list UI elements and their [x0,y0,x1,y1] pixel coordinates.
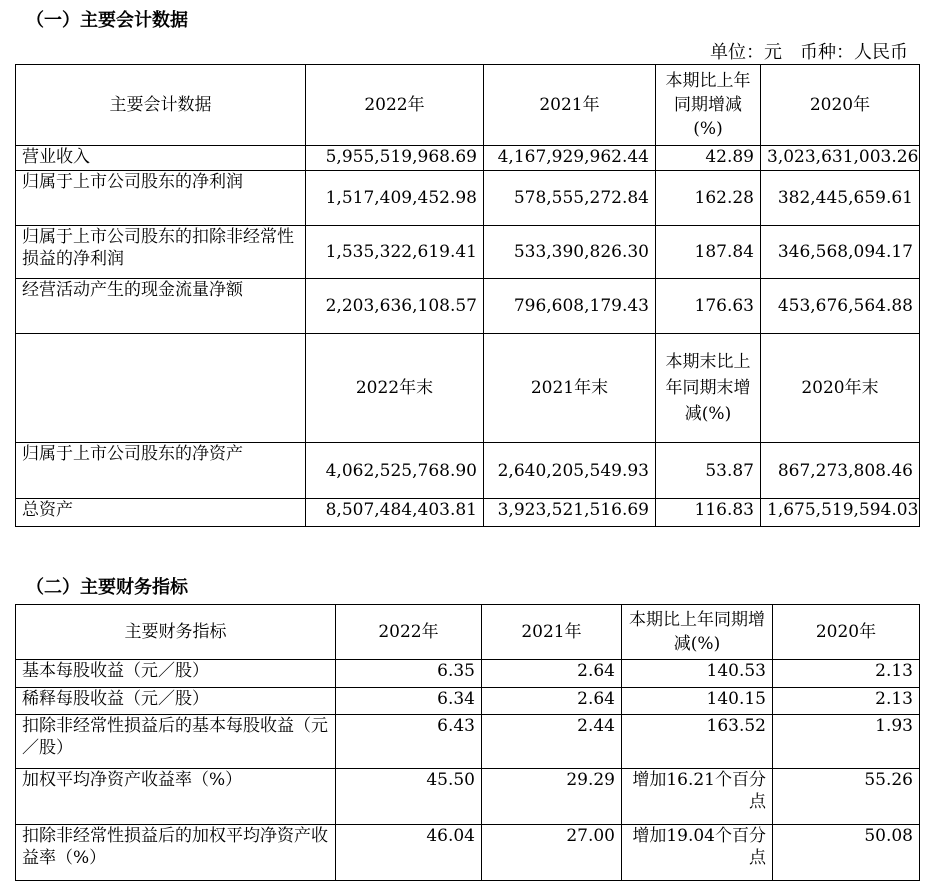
value-2020: 55.26 [773,769,920,825]
header-2020: 2020年 [761,65,920,146]
header-2021: 2021年 [484,65,656,146]
value-2022: 46.04 [336,825,482,881]
value-change: 187.84 [656,226,761,279]
value-2021: 2.64 [482,660,622,688]
unit-currency-note: 单位：元 币种：人民币 [710,42,908,63]
value-change: 增加16.21个百分点 [622,769,773,825]
value-change: 140.53 [622,660,773,688]
value-change: 163.52 [622,715,773,769]
table-header-row [16,65,920,146]
subheader-2022: 2022年末 [306,334,484,443]
value-2021: 27.00 [482,825,622,881]
table-row [16,171,920,226]
value-2021: 3,923,521,516.69 [484,499,656,527]
value-2020: 867,273,808.46 [761,443,920,499]
value-2020: 1.93 [773,715,920,769]
value-change: 增加19.04个百分点 [622,825,773,881]
table-row [16,688,920,715]
subheader-2021: 2021年末 [484,334,656,443]
header-change: 本期比上年同期增减(%) [656,65,761,146]
header-label: 主要会计数据 [16,65,306,146]
header-2022: 2022年 [336,605,482,660]
value-change: 162.28 [656,171,761,226]
table-header-row [16,605,920,660]
header-change: 本期比上年同期增减(%) [622,605,773,660]
table-row [16,499,920,527]
section-title-accounting-data: （一）主要会计数据 [26,10,188,31]
row-label: 稀释每股收益（元／股） [16,688,336,715]
row-label: 归属于上市公司股东的扣除非经常性损益的净利润 [16,226,306,279]
row-label: 营业收入 [16,146,306,171]
table-row [16,825,920,881]
value-2021: 4,167,929,962.44 [484,146,656,171]
value-change: 42.89 [656,146,761,171]
value-change: 176.63 [656,279,761,334]
value-2022: 5,955,519,968.69 [306,146,484,171]
value-2022: 8,507,484,403.81 [306,499,484,527]
table-row [16,279,920,334]
financial-indicators-table [15,604,920,881]
value-2021: 796,608,179.43 [484,279,656,334]
row-label: 加权平均净资产收益率（%） [16,769,336,825]
subheader-change: 本期末比上年同期末增减(%) [656,334,761,443]
table-row [16,443,920,499]
value-2022: 45.50 [336,769,482,825]
value-2021: 578,555,272.84 [484,171,656,226]
value-2021: 2.64 [482,688,622,715]
value-change: 140.15 [622,688,773,715]
accounting-data-table [15,64,920,527]
row-label: 扣除非经常性损益后的基本每股收益（元／股） [16,715,336,769]
value-2020: 346,568,094.17 [761,226,920,279]
header-2022: 2022年 [306,65,484,146]
header-2021: 2021年 [482,605,622,660]
header-label: 主要财务指标 [16,605,336,660]
row-label: 基本每股收益（元／股） [16,660,336,688]
table-subheader-row [16,334,920,443]
value-2022: 2,203,636,108.57 [306,279,484,334]
section-title-financial-indicators: （二）主要财务指标 [26,577,188,598]
header-2020: 2020年 [773,605,920,660]
value-2022: 1,517,409,452.98 [306,171,484,226]
value-2022: 6.43 [336,715,482,769]
subheader-2020: 2020年末 [761,334,920,443]
row-label: 归属于上市公司股东的净利润 [16,171,306,226]
row-label: 总资产 [16,499,306,527]
value-2021: 29.29 [482,769,622,825]
table-row [16,769,920,825]
table-row [16,226,920,279]
row-label: 扣除非经常性损益后的加权平均净资产收益率（%） [16,825,336,881]
value-2020: 453,676,564.88 [761,279,920,334]
table-row [16,715,920,769]
value-2021: 533,390,826.30 [484,226,656,279]
value-2020: 2.13 [773,688,920,715]
value-change: 116.83 [656,499,761,527]
row-label: 归属于上市公司股东的净资产 [16,443,306,499]
value-2022: 1,535,322,619.41 [306,226,484,279]
value-2022: 4,062,525,768.90 [306,443,484,499]
value-2021: 2,640,205,549.93 [484,443,656,499]
value-2020: 1,675,519,594.03 [761,499,920,527]
row-label: 经营活动产生的现金流量净额 [16,279,306,334]
value-2020: 2.13 [773,660,920,688]
value-2020: 50.08 [773,825,920,881]
value-2022: 6.35 [336,660,482,688]
value-change: 53.87 [656,443,761,499]
table-row [16,660,920,688]
table-row [16,146,920,171]
value-2022: 6.34 [336,688,482,715]
value-2021: 2.44 [482,715,622,769]
value-2020: 382,445,659.61 [761,171,920,226]
value-2020: 3,023,631,003.26 [761,146,920,171]
subheader-label [16,334,306,443]
